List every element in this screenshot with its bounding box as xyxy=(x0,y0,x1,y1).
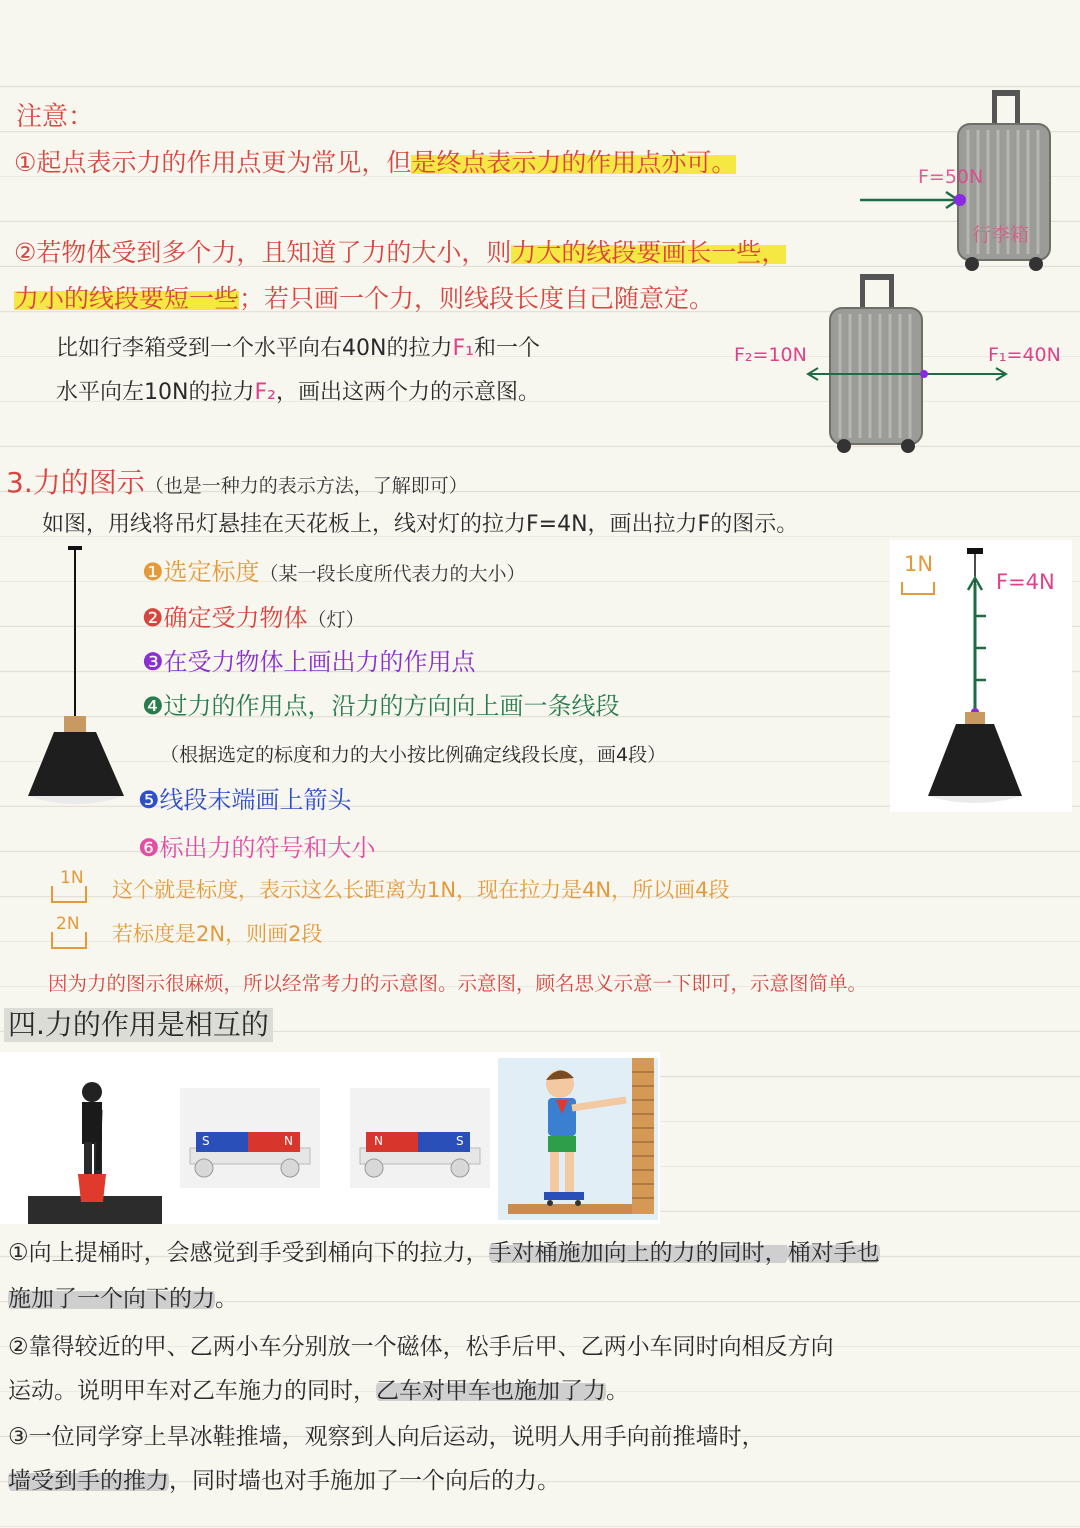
step-2-sub: （灯） xyxy=(307,609,365,631)
para-3c: ，同时墙也对手施加了一个向后的力。 xyxy=(169,1468,560,1494)
magnet-cart-right xyxy=(350,1088,490,1188)
note-line-2 xyxy=(14,238,786,268)
note-line-3b: ；若只画一个力，则线段长度自己随意定。 xyxy=(239,284,715,313)
scale-1n-label: 1N xyxy=(60,868,84,888)
step-4-note: （根据选定的标度和力的大小按比例确定线段长度，画4段） xyxy=(160,744,667,766)
para-1a: ①向上提桶时，会感觉到手受到桶向下的拉力， xyxy=(8,1240,489,1266)
summary-line: 因为力的图示很麻烦，所以经常考力的示意图。示意图，顾名思义示意一下即可，示意图简单。 xyxy=(48,972,868,995)
scale-1n-text: 这个就是标度，表示这么长距离为1N，现在拉力是4N，所以画4段 xyxy=(112,878,730,902)
suitcase-mid-diagram xyxy=(800,270,1020,456)
example-line-1-text: 比如行李箱受到一个水平向右40N的拉力 xyxy=(56,336,453,361)
magnet-2-left-pole: N xyxy=(374,1134,383,1148)
magnet-2-right-pole: S xyxy=(456,1134,464,1148)
example-line-2-text: 水平向左10N的拉力 xyxy=(56,380,255,405)
note-line-1a: ①起点表示力的作用点更为常见，但 xyxy=(14,148,412,177)
note-line-3 xyxy=(14,284,714,314)
top-force-label: F=50N xyxy=(918,166,984,188)
example-line-1-end: 和一个 xyxy=(473,336,540,361)
para-2b: 运动。说明甲车对乙车施力的同时， xyxy=(8,1378,376,1404)
f2-label: F₂=10N xyxy=(734,344,807,366)
f2-symbol: F₂ xyxy=(254,380,276,405)
para-3-line-1: ③一位同学穿上旱冰鞋推墙，观察到人向后运动，说明人用手向前推墙时， xyxy=(8,1424,765,1450)
para-1b: 手对桶施加向上的力的同时， xyxy=(488,1240,788,1266)
example-line-2-end: ，画出这两个力的示意图。 xyxy=(275,380,540,405)
para-3-line-2 xyxy=(8,1468,560,1496)
note-line-3a: 力小的线段要短一些 xyxy=(14,284,240,313)
pendant-lamp-left xyxy=(24,546,134,812)
para-1d: 施加了一个向下的力 xyxy=(8,1286,215,1312)
scale-2n-label: 2N xyxy=(56,914,80,934)
suitcase-tag: 行李箱 xyxy=(972,224,1030,246)
note-line-2a: ②若物体受到多个力，且知道了力的大小，则 xyxy=(14,238,512,267)
notes-heading: 注意： xyxy=(16,102,95,132)
note-line-2b: 力大的线段要画长一些， xyxy=(511,238,787,267)
step-1-sub: （某一段长度所代表力的大小） xyxy=(259,563,526,585)
f1-label: F₁=40N xyxy=(988,344,1061,366)
section3-subtitle: （也是一种力的表示方法，了解即可） xyxy=(144,475,468,497)
para-1-line-2 xyxy=(8,1286,238,1314)
f1-symbol: F₁ xyxy=(452,336,474,361)
para-1-line-1 xyxy=(8,1240,880,1268)
magnet-1-right-pole: N xyxy=(284,1134,293,1148)
diagram-scale-label: 1N xyxy=(904,552,934,576)
step-1 xyxy=(142,558,526,587)
para-3b: 墙受到手的推力 xyxy=(8,1468,169,1494)
para-1e: 。 xyxy=(215,1286,238,1312)
step-6: ❻标出力的符号和大小 xyxy=(138,834,376,862)
magnet-cart-left xyxy=(180,1088,320,1188)
example-line-2 xyxy=(56,380,540,406)
section3-question: 如图，用线将吊灯悬挂在天花板上，线对灯的拉力F=4N，画出拉力F的图示。 xyxy=(42,512,799,537)
section3-title-text: 3.力的图示 xyxy=(6,466,145,499)
para-2-line-2 xyxy=(8,1378,629,1406)
step-2 xyxy=(142,604,365,633)
scale-2n-text: 若标度是2N，则画2段 xyxy=(112,922,323,946)
boy-pushing-wall-image xyxy=(498,1058,658,1220)
step-2-text: ❷确定受力物体 xyxy=(142,604,308,632)
diagram-force-label: F=4N xyxy=(996,570,1055,594)
step-4: ❹过力的作用点，沿力的方向向上画一条线段 xyxy=(142,692,620,720)
para-1c: 桶对手也 xyxy=(787,1240,880,1266)
para-2d: 。 xyxy=(606,1378,629,1404)
step-3: ❸在受力物体上画出力的作用点 xyxy=(142,648,476,676)
person-lifting-bucket-image xyxy=(28,1078,162,1224)
example-line-1 xyxy=(56,336,540,362)
section4-title: 四.力的作用是相互的 xyxy=(4,1008,273,1042)
para-2-line-1: ②靠得较近的甲、乙两小车分别放一个磁体，松手后甲、乙两小车同时向相反方向 xyxy=(8,1334,834,1360)
step-5: ❺线段末端画上箭头 xyxy=(138,786,352,814)
para-2c: 乙车对甲车也施加了力 xyxy=(376,1378,606,1404)
note-line-1 xyxy=(14,148,736,178)
step-1-text: ❶选定标度 xyxy=(142,558,260,586)
magnet-1-left-pole: S xyxy=(202,1134,210,1148)
note-line-1b: 是终点表示力的作用点亦可。 xyxy=(411,148,737,177)
section3-title xyxy=(6,466,468,500)
